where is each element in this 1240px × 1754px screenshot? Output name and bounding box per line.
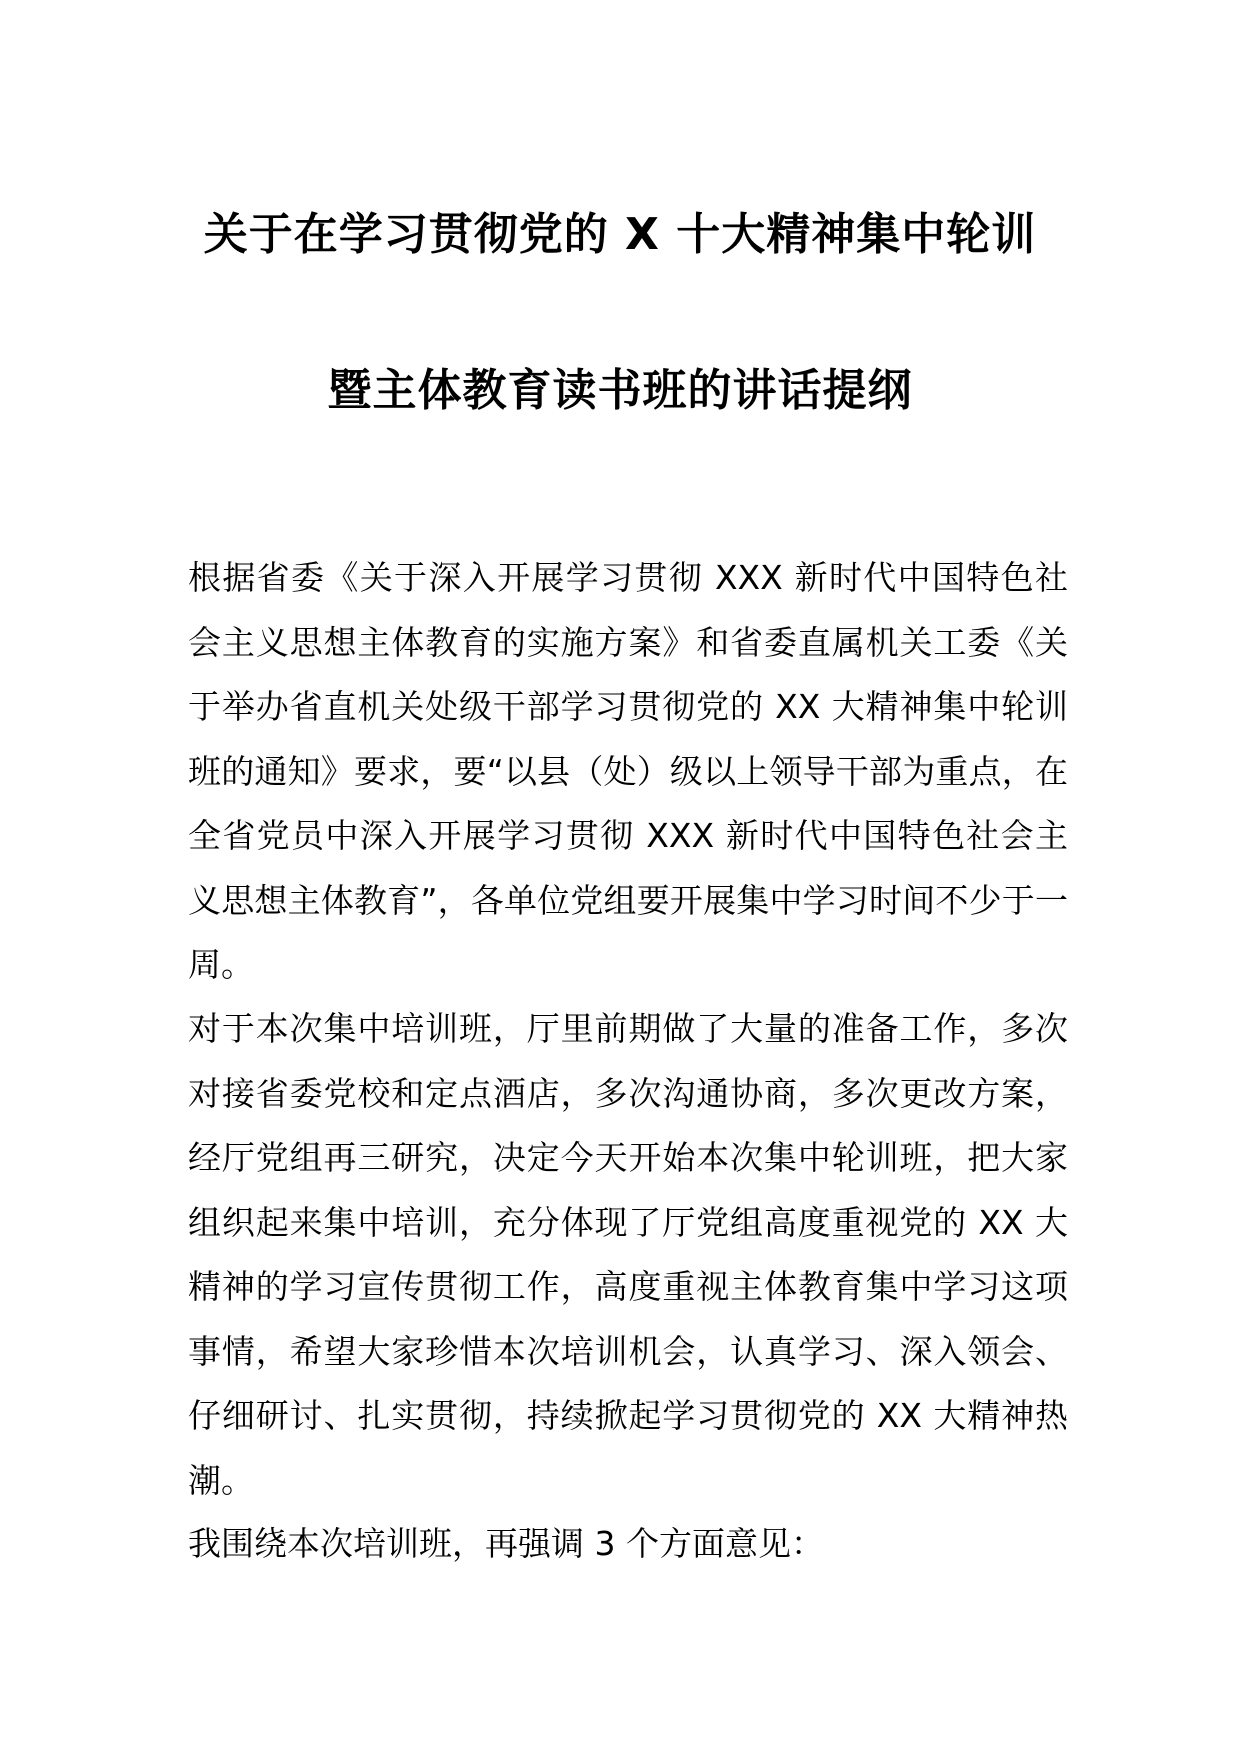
- paragraph-1: [188, 546, 1068, 998]
- paragraph-text: 根据省委《关于深入开展学习贯彻 XXX 新时代中国特色社会主义思想主体教育的实施方案》和省委直属机关工委《关于举办省直机关处级干部学习贯彻党的 XX 大精神集中轮训班的通知》要求，要“以县（处）级以上领导干部为重点，在全省党员中深入开展学习贯彻 XXX 新时代中国特色社会主义思想主体教育”，各单位党组要开展集中学习时间不少于一周。: [188, 558, 1068, 984]
- document-title-line-2: 暨主体教育读书班的讲话提纲: [327, 365, 913, 416]
- document-title-line-1: 关于在学习贯彻党的 X 十大精神集中轮训: [203, 209, 1037, 260]
- paragraph-2: [188, 997, 1068, 1513]
- paragraph-3: [188, 1512, 1068, 1577]
- paragraph-text: 对于本次集中培训班，厅里前期做了大量的准备工作，多次对接省委党校和定点酒店，多次沟通协商，多次更改方案，经厅党组再三研究，决定今天开始本次集中轮训班，把大家组织起来集中培训，充分体现了厅党组高度重视党的 XX 大精神的学习宣传贯彻工作，高度重视主体教育集中学习这项事情，希望大家珍惜本次培训机会，认真学习、深入领会、仔细研讨、扎实贯彻，持续掀起学习贯彻党的 XX 大精神热潮。: [188, 1009, 1068, 1500]
- paragraph-text: 我围绕本次培训班，再强调 3 个方面意见：: [188, 1524, 824, 1563]
